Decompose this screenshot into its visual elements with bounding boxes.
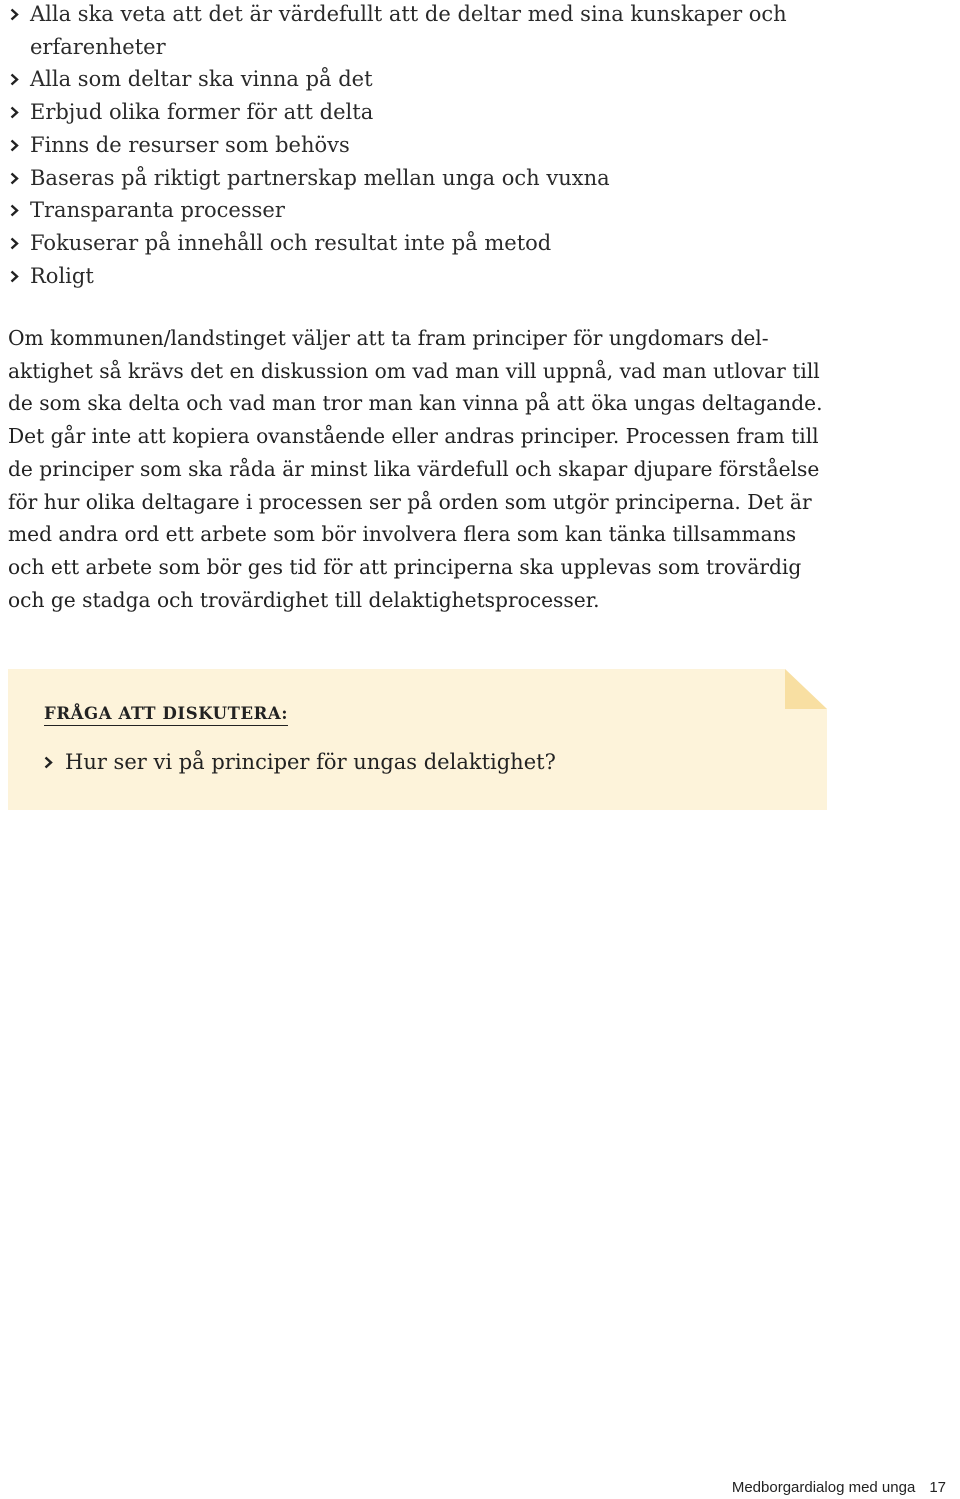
list-item: [10, 96, 830, 129]
chevron-right-icon: [10, 63, 24, 96]
list-item: [10, 0, 830, 63]
discussion-heading: FRÅGA ATT DISKUTERA:: [44, 704, 288, 726]
principle-text: Alla ska veta att det är värdefullt att de deltar med sina kunskaper och erfarenheter: [30, 2, 787, 59]
page-fold-icon: [785, 669, 827, 709]
discussion-box: [8, 669, 827, 810]
chevron-right-icon: [10, 0, 24, 31]
list-item: [10, 162, 830, 195]
chevron-right-icon: [44, 746, 58, 778]
list-item: [10, 227, 830, 260]
principles-list: [10, 0, 830, 292]
page-number: 17: [929, 1479, 946, 1496]
chevron-right-icon: [10, 96, 24, 129]
page-footer: [732, 1479, 946, 1496]
principle-text: Transparanta processer: [30, 198, 285, 223]
publication-title: Medborgardialog med unga: [731, 1479, 916, 1496]
list-item: [10, 129, 830, 162]
chevron-right-icon: [10, 260, 24, 293]
chevron-right-icon: [10, 227, 24, 260]
principle-text: Fokuserar på innehåll och resultat inte på metod: [30, 230, 552, 255]
principle-text: Finns de resurser som behövs: [30, 132, 350, 157]
discussion-question: [44, 746, 556, 778]
chevron-right-icon: [10, 162, 24, 195]
list-item: [10, 194, 830, 227]
discussion-question-text: Hur ser vi på principer för ungas delaktighet?: [65, 750, 556, 774]
chevron-right-icon: [10, 194, 24, 227]
list-item: [10, 260, 830, 293]
chevron-right-icon: [10, 129, 24, 162]
principle-text: Baseras på riktigt partnerskap mellan unga och vuxna: [30, 165, 610, 190]
list-item: [10, 63, 830, 96]
principle-text: Erbjud olika former för att delta: [30, 100, 374, 125]
principle-text: Alla som deltar ska vinna på det: [30, 67, 373, 92]
principle-text: Roligt: [30, 263, 94, 288]
body-paragraph: Om kommunen/landstinget väljer att ta fram principer för ungdomars delaktighet så krävs det en diskussion om vad man vill uppnå, vad man utlovar till de som ska delta och vad man tror man kan vinna på att öka ungas deltagande. Det går inte att kopiera ovanstående eller andras principer. Processen fram till de principer som ska råda är minst lika värdefull och skapar djupare förståelse för hur olika deltagare i processen ser på orden som utgör principerna. Det är med andra ord ett arbete som bör involvera flera som kan tänka tillsammans och ett arbete som bör ges tid för att principerna ska upplevas som trovärdig och ge stadga och trovärdighet till delaktighetsprocesser.: [8, 326, 823, 612]
